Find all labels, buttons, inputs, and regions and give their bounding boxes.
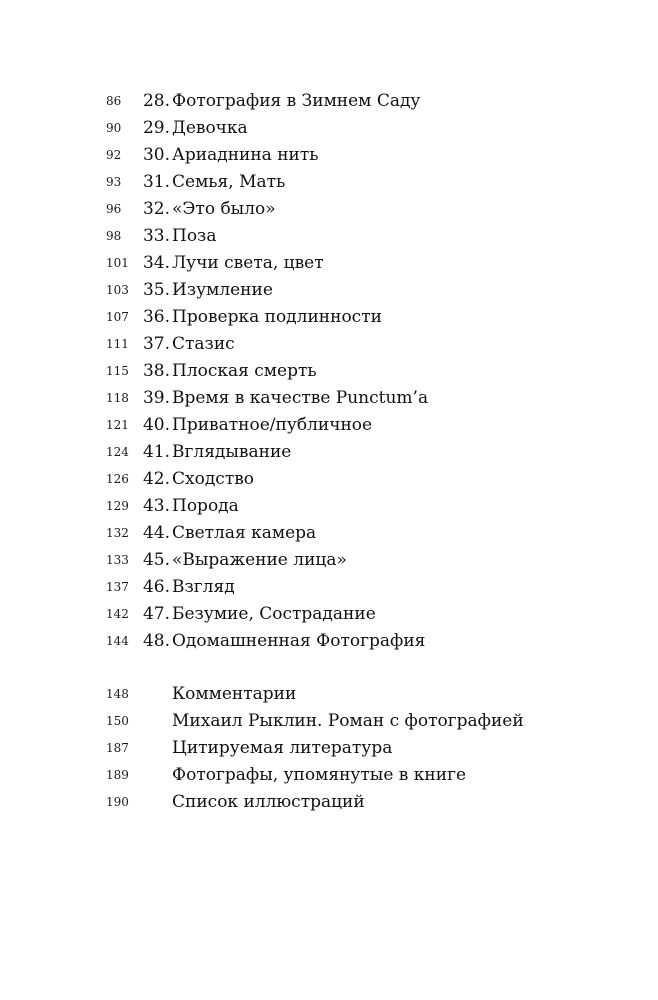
toc-entry [0, 574, 658, 601]
toc-entry [0, 466, 658, 493]
toc-chapter-number: 38. [142, 361, 170, 381]
toc-entry [0, 223, 658, 250]
toc-back-matter-title: Список иллюстраций [172, 792, 365, 812]
toc-page-number: 121 [106, 418, 129, 432]
toc-chapter-title: Фотография в Зимнем Саду [172, 91, 421, 111]
toc-entry [0, 412, 658, 439]
toc-chapter-number: 39. [142, 388, 170, 408]
toc-chapter-title: Светлая камера [172, 523, 317, 543]
toc-chapter-number: 31. [142, 172, 170, 192]
toc-back-matter-title: Цитируемая литература [172, 738, 393, 758]
toc-chapter-title: Семья, Мать [172, 172, 286, 192]
toc-chapter-number: 32. [142, 199, 170, 219]
table-of-contents [0, 88, 658, 816]
section-spacer [0, 655, 658, 681]
toc-page-number: 98 [106, 229, 122, 243]
toc-entry [0, 88, 658, 115]
toc-chapter-title: Безумие, Сострадание [172, 604, 376, 624]
toc-page-number: 126 [106, 472, 129, 486]
toc-chapter-number: 34. [142, 253, 170, 273]
toc-page-number: 118 [106, 391, 129, 405]
toc-page-number: 133 [106, 553, 129, 567]
toc-page-number: 137 [106, 580, 129, 594]
toc-back-matter-title: Фотографы, упомянутые в книге [172, 765, 467, 785]
toc-page-number: 190 [106, 795, 129, 809]
toc-back-matter-entry [0, 735, 658, 762]
toc-page-number: 132 [106, 526, 129, 540]
toc-chapter-title: Порода [172, 496, 239, 516]
toc-page-number: 142 [106, 607, 129, 621]
toc-entry [0, 628, 658, 655]
toc-chapter-title: Сходство [172, 469, 255, 489]
toc-entry [0, 520, 658, 547]
toc-page-number: 115 [106, 364, 129, 378]
toc-entry [0, 250, 658, 277]
toc-chapter-title: Ариаднина нить [172, 145, 319, 165]
toc-page-number: 129 [106, 499, 129, 513]
toc-chapter-title: Взгляд [172, 577, 235, 597]
toc-chapter-title: Лучи света, цвет [172, 253, 324, 273]
toc-page-number: 148 [106, 687, 129, 701]
toc-chapter-number: 41. [142, 442, 170, 462]
toc-chapter-number: 37. [142, 334, 170, 354]
toc-page-number: 103 [106, 283, 129, 297]
toc-page-number: 96 [106, 202, 122, 216]
toc-entry [0, 331, 658, 358]
toc-chapter-title: Поза [172, 226, 217, 246]
toc-chapter-number: 43. [142, 496, 170, 516]
toc-chapter-title: Проверка подлинности [172, 307, 382, 327]
toc-page-number: 92 [106, 148, 122, 162]
toc-entry [0, 358, 658, 385]
toc-entry [0, 304, 658, 331]
toc-chapter-title: «Выражение лица» [172, 550, 347, 570]
toc-chapter-number: 33. [142, 226, 170, 246]
toc-page-number: 187 [106, 741, 129, 755]
toc-chapter-title: Стазис [172, 334, 235, 354]
toc-chapter-title: Изумление [172, 280, 273, 300]
toc-entry [0, 493, 658, 520]
toc-page-number: 111 [106, 337, 129, 351]
toc-chapter-number: 46. [142, 577, 170, 597]
toc-chapter-title: Девочка [172, 118, 248, 138]
toc-chapter-number: 44. [142, 523, 170, 543]
toc-chapter-number: 48. [142, 631, 170, 651]
toc-chapter-title: Плоская смерть [172, 361, 317, 381]
toc-entry [0, 601, 658, 628]
toc-chapter-number: 28. [142, 91, 170, 111]
toc-page-number: 101 [106, 256, 129, 270]
toc-chapter-title: «Это было» [172, 199, 276, 219]
toc-entry [0, 385, 658, 412]
toc-page-number: 93 [106, 175, 122, 189]
toc-chapter-number: 35. [142, 280, 170, 300]
toc-back-matter-entry [0, 681, 658, 708]
toc-chapter-number: 36. [142, 307, 170, 327]
toc-page-number: 90 [106, 121, 122, 135]
toc-chapter-title: Время в качестве Punctum’a [172, 388, 429, 408]
toc-chapter-number: 40. [142, 415, 170, 435]
toc-page-number: 124 [106, 445, 129, 459]
toc-chapter-number: 30. [142, 145, 170, 165]
toc-page-number: 150 [106, 714, 129, 728]
toc-chapter-number: 47. [142, 604, 170, 624]
toc-chapter-title: Приватное/публичное [172, 415, 373, 435]
toc-entry [0, 142, 658, 169]
toc-chapter-number: 45. [142, 550, 170, 570]
toc-back-matter-entry [0, 708, 658, 735]
toc-page-number: 86 [106, 94, 122, 108]
toc-entry [0, 439, 658, 466]
toc-back-matter-entry [0, 762, 658, 789]
toc-chapter-number: 42. [142, 469, 170, 489]
toc-back-matter-title: Комментарии [172, 684, 297, 704]
toc-entry [0, 115, 658, 142]
toc-page-number: 107 [106, 310, 129, 324]
toc-entry [0, 169, 658, 196]
toc-entry [0, 277, 658, 304]
toc-chapter-number: 29. [142, 118, 170, 138]
toc-chapter-title: Одомашненная Фотография [172, 631, 426, 651]
toc-page-number: 144 [106, 634, 129, 648]
toc-page-number: 189 [106, 768, 129, 782]
toc-entry [0, 196, 658, 223]
toc-back-matter-entry [0, 789, 658, 816]
toc-back-matter-title: Михаил Рыклин. Роман с фотографией [172, 711, 524, 731]
toc-chapter-title: Вглядывание [172, 442, 292, 462]
toc-entry [0, 547, 658, 574]
